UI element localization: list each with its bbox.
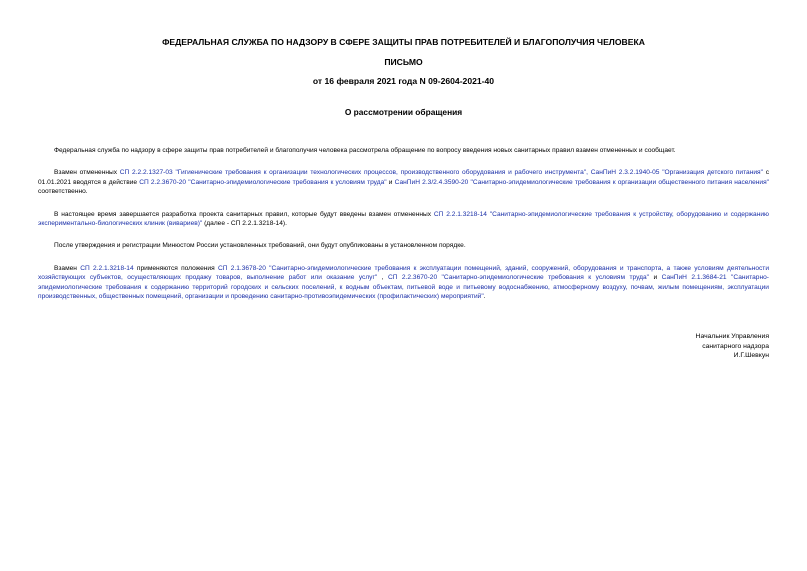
doc-link-sp-2-2-1-3218-14-short[interactable]: СП 2.2.1.3218-14 [80,264,134,272]
paragraph-text: применяются положения [133,264,218,272]
letter-body [38,146,769,314]
signature-department: санитарного надзора [702,342,769,350]
paragraph-text: и [649,274,662,282]
paragraph-text: и [386,178,395,186]
paragraph-4 [38,241,769,250]
paragraph-1 [38,146,769,155]
paragraph-text: Федеральная служба по надзору в сфере защиты прав потребителей и благополучия человека рассмотрела обращение по вопросу введения новых санитарных правил взамен отмененных и сообщает. [54,147,676,154]
paragraph-text: с 01.01.2021 вводятся в действие [38,169,769,186]
paragraph-text: . [483,293,486,301]
paragraph-text: (далее - СП 2.2.1.3218-14). [202,220,287,228]
doc-link-sp-2-2-3670-20-b[interactable]: СП 2.2.3670-20 "Санитарно-эпидемиологические требования к условиям труда" [387,274,650,282]
document-subject: О рассмотрении обращения [344,107,463,117]
paragraph-text: После утверждения и регистрации Минюстом России установленных требований, они будут опубликованы в установленном порядке. [54,242,466,250]
doc-link-sp-2-2-1-3218-14[interactable]: СП 2.2.1.3218-14 "Санитарно-эпидемиологические требования к устройству, оборудованию и содержанию экспериментально-биологических клиник (вивариев)" [38,210,769,228]
signature-block [696,332,769,361]
doc-link-sp-2-2-3670-20[interactable]: СП 2.2.3670-20 "Санитарно-эпидемиологические требования к условиям труда" [139,178,387,186]
signature-position: Начальник Управления [695,333,769,340]
paragraph-3 [38,210,769,229]
paragraph-text: , [377,274,388,282]
paragraph-text: соответственно. [38,188,88,196]
doc-link-sp-2-2-2-1327-03[interactable]: СП 2.2.2.1327-03 "Гигиенические требования к организации технологических процессов, производственного оборудования и рабочего инструмента", СанПиН 2.3.2.1940-05 "Организация детского питания" [119,169,763,177]
paragraph-text: В настоящее время завершается разработка проекта санитарных правил, которые будут введены взамен отмененных [54,210,434,218]
doc-link-sp-2-1-3678-20[interactable]: СП 2.1.3678-20 "Санитарно-эпидемиологические требования к эксплуатации помещений, зданий, сооружений, оборудования и транспорта, а также условиям деятельности хозяйствующих субъектов, осуществляющих продажу товаров, выполнение работ или оказание услуг" [38,264,769,282]
document-date-number: от 16 февраля 2021 года N 09-2604-2021-40 [312,76,495,86]
agency-title: ФЕДЕРАЛЬНАЯ СЛУЖБА ПО НАДЗОРУ В СФЕРЕ ЗАЩИТЫ ПРАВ ПОТРЕБИТЕЛЕЙ И БЛАГОПОЛУЧИЯ ЧЕЛОВЕКА [162,37,645,47]
paragraph-5 [38,264,769,302]
doc-link-sanpin-2-3-2-4-3590-20[interactable]: СанПиН 2.3/2.4.3590-20 "Санитарно-эпидемиологические требования к организации общественного питания населения" [394,178,769,186]
doc-link-sanpin-2-1-3684-21[interactable]: СанПиН 2.1.3684-21 "Санитарно-эпидемиологические требования к содержанию территорий городских и сельских поселений, к водным объектам, питьевой воде и питьевому водоснабжению, атмосферному воздуху, почвам, жилым помещениям, эксплуатации производственных, общественных помещений, организации и проведению санитарно-противоэпидемических (профилактических) мероприятий" [38,274,769,301]
paragraph-text: Взамен [54,264,81,272]
paragraph-2 [38,168,769,196]
paragraph-text: Взамен отмененных [54,169,120,177]
document-type: ПИСЬМО [384,57,423,67]
signature-name: И.Г.Шевкун [733,352,769,360]
